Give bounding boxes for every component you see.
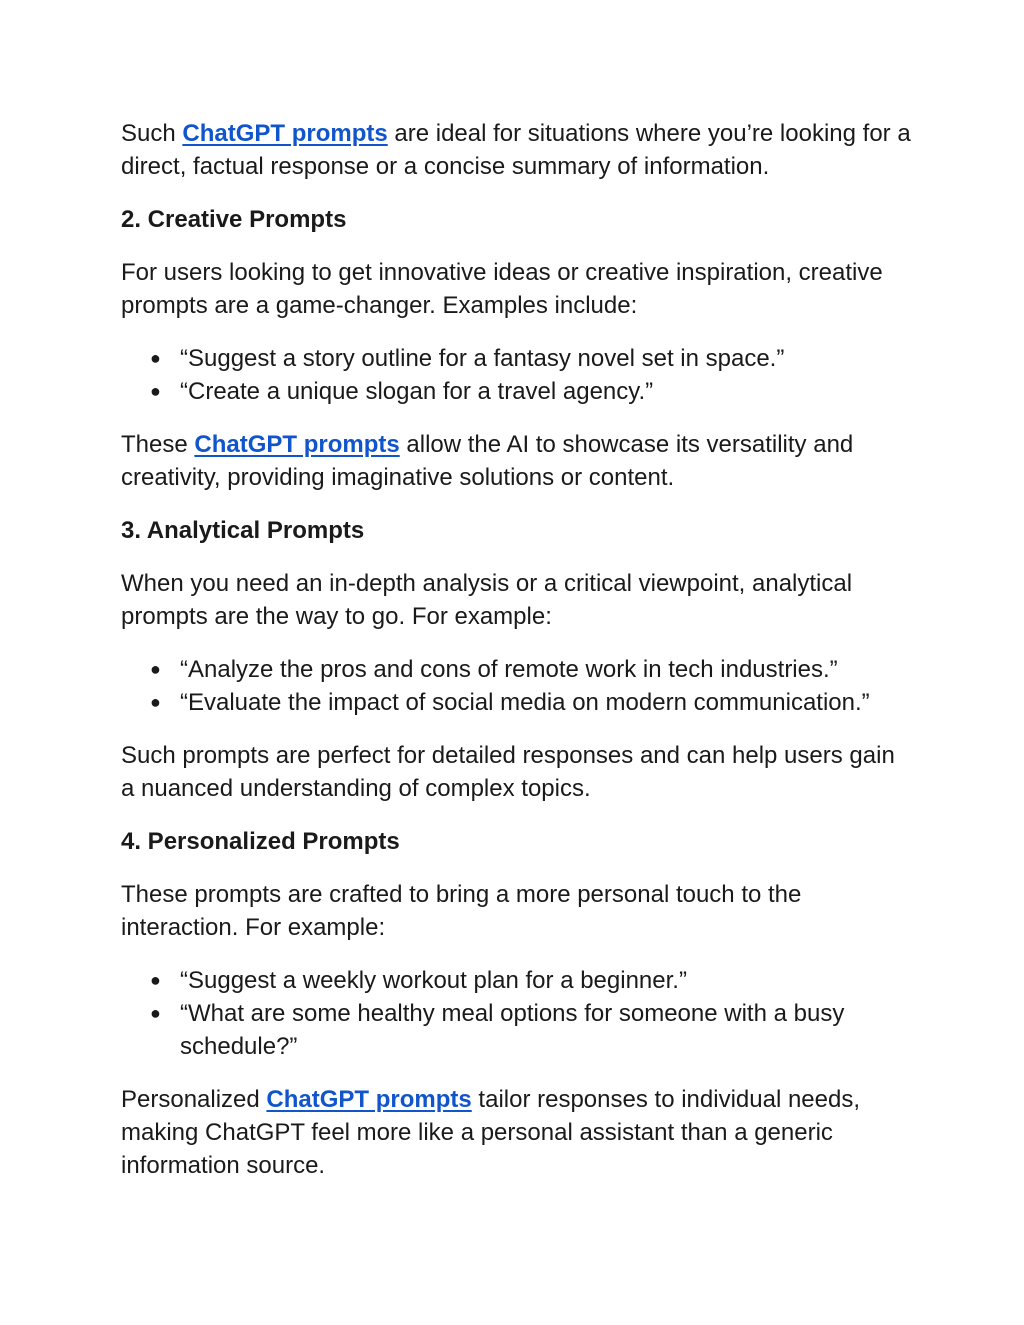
list-item-text: “Suggest a story outline for a fantasy novel set in space.” [180,345,785,372]
section-lead-creative: For users looking to get innovative ideas or creative inspiration, creative prompts are a game-changer. Examples include: [121,259,883,319]
section-heading-analytical: 3. Analytical Prompts [121,517,365,544]
chatgpt-prompts-link[interactable]: ChatGPT prompts [182,120,388,147]
list-item-text: “Analyze the pros and cons of remote work in tech industries.” [180,656,838,683]
bullet-icon: ● [150,659,161,679]
chatgpt-prompts-link[interactable]: ChatGPT prompts [266,1086,472,1113]
list-item [121,342,911,375]
section-closing-creative [121,428,911,494]
list-item-text: “Suggest a weekly workout plan for a beginner.” [180,967,687,994]
closing-text-before: Personalized [121,1086,267,1113]
intro-text-after: are ideal for situations where you’re looking for a direct, factual response or a concise summary of information. [121,120,911,180]
section-closing-analytical: Such prompts are perfect for detailed responses and can help users gain a nuanced understanding of complex topics. [121,742,895,802]
intro-paragraph [121,117,911,183]
list-item [121,375,911,408]
list-item-text: “Evaluate the impact of social media on modern communication.” [180,689,870,716]
list-item-text: “What are some healthy meal options for someone with a busy schedule?” [180,1000,845,1060]
list-item [121,686,911,719]
section-lead-personalized: These prompts are crafted to bring a more personal touch to the interaction. For example: [121,881,802,941]
closing-text-after: allow the AI to showcase its versatility and creativity, providing imaginative solutions or content. [121,431,854,491]
bullet-icon: ● [150,692,161,712]
list-item [121,997,911,1063]
bullet-list-personalized [121,964,911,1063]
document-page [121,117,911,1202]
list-item-text: “Create a unique slogan for a travel agency.” [180,378,654,405]
section-heading-personalized: 4. Personalized Prompts [121,828,400,855]
closing-text-after: tailor responses to individual needs, making ChatGPT feel more like a personal assistant than a generic information source. [121,1086,860,1179]
chatgpt-prompts-link[interactable]: ChatGPT prompts [194,431,400,458]
closing-text-before: These [121,431,195,458]
section-closing-personalized [121,1083,911,1182]
list-item [121,964,911,997]
section-lead-analytical: When you need an in-depth analysis or a critical viewpoint, analytical prompts are the way to go. For example: [121,570,853,630]
section-heading-creative: 2. Creative Prompts [121,206,347,233]
bullet-list-creative [121,342,911,408]
bullet-icon: ● [150,348,161,368]
list-item [121,653,911,686]
bullet-icon: ● [150,381,161,401]
bullet-icon: ● [150,970,161,990]
bullet-icon: ● [150,1003,161,1023]
intro-text-before: Such [121,120,183,147]
bullet-list-analytical [121,653,911,719]
